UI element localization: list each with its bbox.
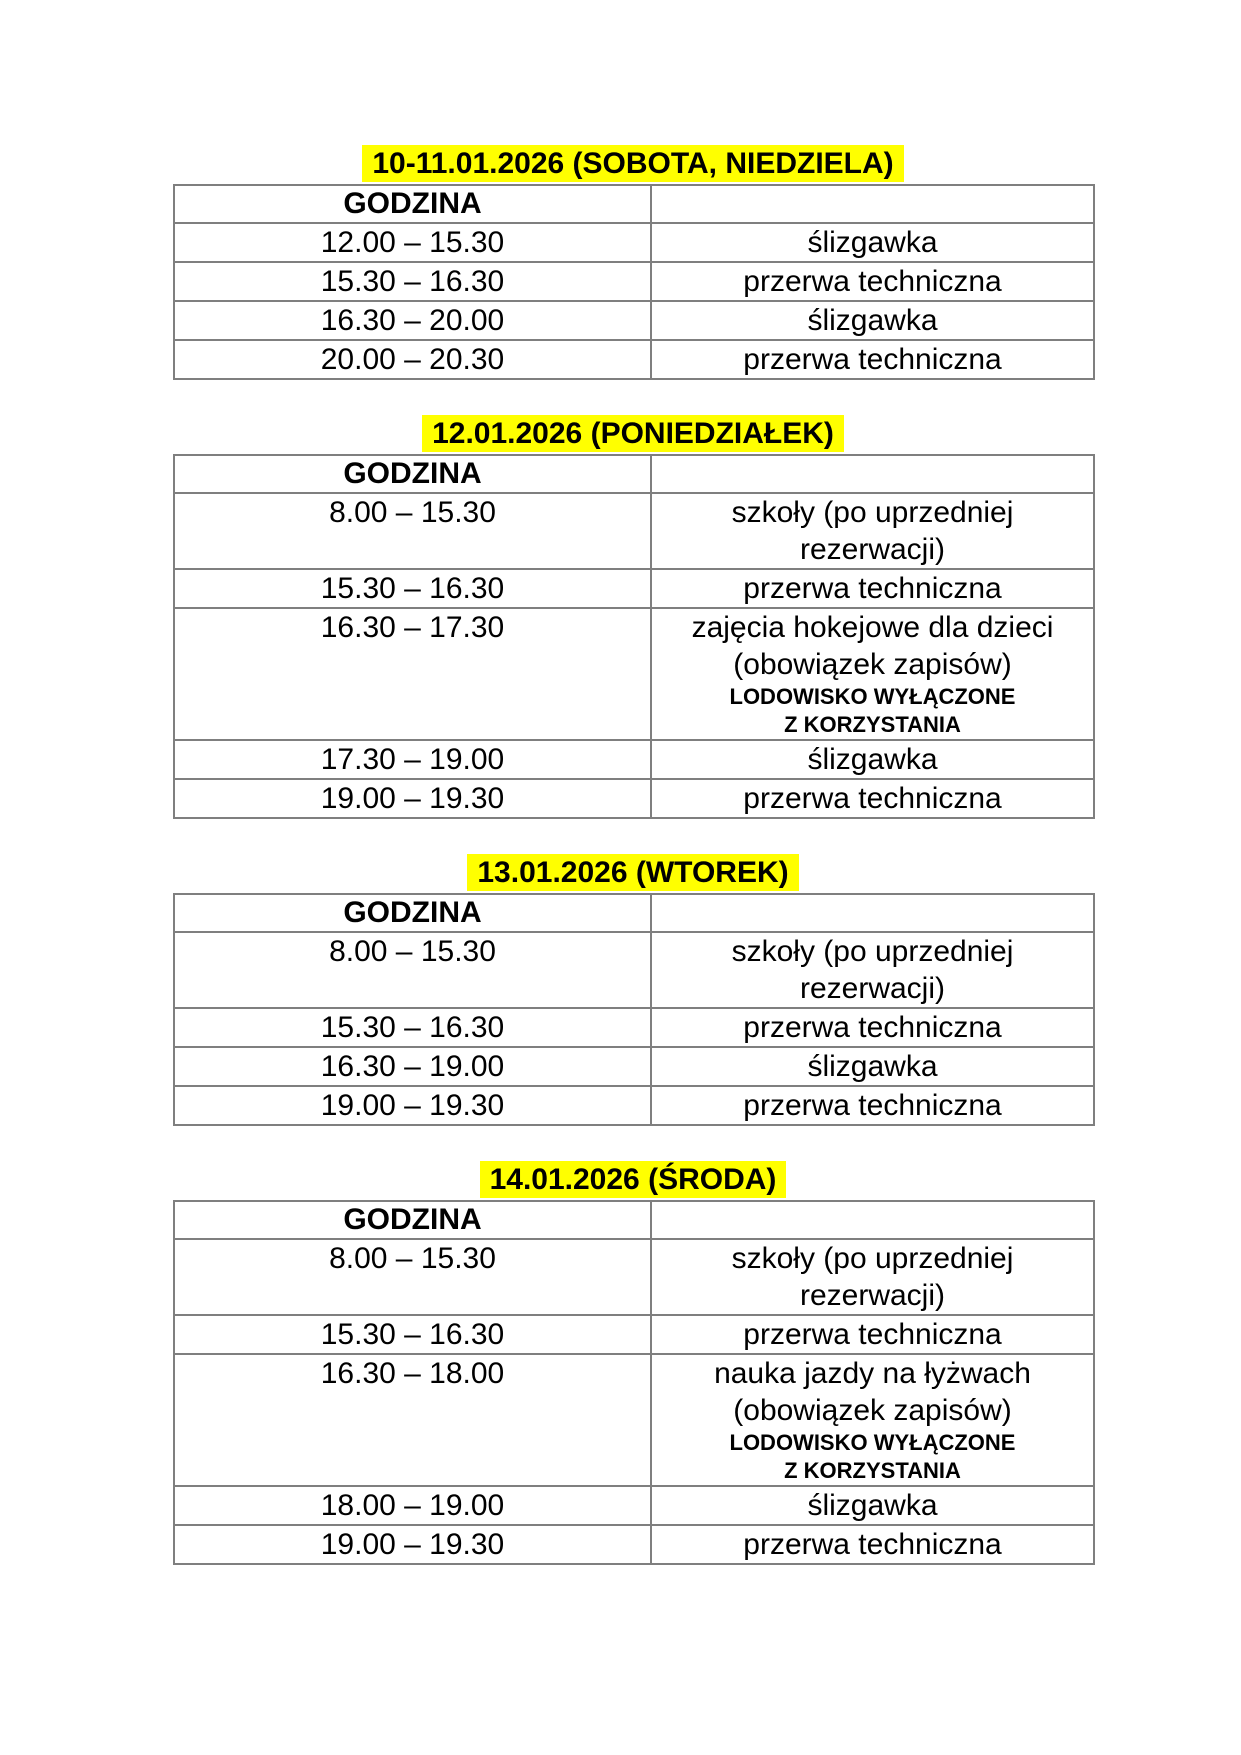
activity-cell bbox=[651, 1354, 1094, 1486]
activity-cell bbox=[651, 932, 1094, 1008]
table-row bbox=[174, 1354, 1094, 1486]
activity-line: ślizgawka bbox=[807, 304, 938, 337]
table-row bbox=[174, 779, 1094, 818]
time-cell: 15.30 – 16.30 bbox=[174, 262, 651, 301]
table-row bbox=[174, 301, 1094, 340]
activity-cell bbox=[651, 1315, 1094, 1354]
activity-note-line: Z KORZYSTANIA bbox=[784, 712, 961, 737]
activity-line: nauka jazdy na łyżwach bbox=[714, 1357, 1031, 1390]
table-header-row bbox=[174, 455, 1094, 493]
table-row bbox=[174, 1086, 1094, 1125]
table-row bbox=[174, 1008, 1094, 1047]
table-header-row bbox=[174, 185, 1094, 223]
activity-cell bbox=[651, 493, 1094, 569]
section-title: 14.01.2026 (ŚRODA) bbox=[480, 1161, 787, 1198]
activity-line: przerwa techniczna bbox=[743, 782, 1002, 815]
time-column-header: GODZINA bbox=[174, 894, 651, 932]
schedule-section bbox=[173, 1161, 1093, 1565]
time-cell: 15.30 – 16.30 bbox=[174, 569, 651, 608]
activity-cell bbox=[651, 223, 1094, 262]
table-row bbox=[174, 1239, 1094, 1315]
schedule-section bbox=[173, 415, 1093, 819]
table-row bbox=[174, 608, 1094, 740]
table-body bbox=[174, 1239, 1094, 1564]
table-row bbox=[174, 223, 1094, 262]
table-row bbox=[174, 493, 1094, 569]
time-cell: 8.00 – 15.30 bbox=[174, 932, 651, 1008]
table-header-row bbox=[174, 894, 1094, 932]
schedule-sections-container bbox=[0, 145, 1241, 1565]
activity-line: ślizgawka bbox=[807, 743, 938, 776]
activity-line: przerwa techniczna bbox=[743, 343, 1002, 376]
table-row bbox=[174, 932, 1094, 1008]
activity-line: (obowiązek zapisów) bbox=[733, 648, 1012, 681]
schedule-table bbox=[173, 1200, 1095, 1565]
activity-cell bbox=[651, 262, 1094, 301]
section-title-row bbox=[173, 415, 1093, 452]
table-body bbox=[174, 223, 1094, 379]
activity-line: szkoły (po uprzedniej bbox=[731, 935, 1014, 968]
activity-line: ślizgawka bbox=[807, 1489, 938, 1522]
table-row bbox=[174, 1525, 1094, 1564]
activity-column-header bbox=[651, 1201, 1094, 1239]
section-title: 13.01.2026 (WTOREK) bbox=[467, 854, 798, 891]
activity-cell bbox=[651, 301, 1094, 340]
section-title-row bbox=[173, 854, 1093, 891]
activity-line: przerwa techniczna bbox=[743, 1318, 1002, 1351]
activity-note-line: LODOWISKO WYŁĄCZONE bbox=[729, 684, 1016, 709]
table-row bbox=[174, 1315, 1094, 1354]
activity-line: rezerwacji) bbox=[799, 533, 946, 566]
table-body bbox=[174, 932, 1094, 1125]
activity-line: ślizgawka bbox=[807, 226, 938, 259]
activity-line: zajęcia hokejowe dla dzieci bbox=[691, 611, 1054, 644]
activity-line: szkoły (po uprzedniej bbox=[731, 1242, 1014, 1275]
schedule-table bbox=[173, 454, 1095, 819]
time-cell: 16.30 – 17.30 bbox=[174, 608, 651, 740]
table-body bbox=[174, 493, 1094, 818]
table-row bbox=[174, 740, 1094, 779]
activity-cell bbox=[651, 1239, 1094, 1315]
activity-cell bbox=[651, 340, 1094, 379]
time-cell: 15.30 – 16.30 bbox=[174, 1008, 651, 1047]
time-cell: 8.00 – 15.30 bbox=[174, 493, 651, 569]
table-row bbox=[174, 569, 1094, 608]
time-cell: 16.30 – 20.00 bbox=[174, 301, 651, 340]
schedule-table bbox=[173, 184, 1095, 380]
activity-cell bbox=[651, 1008, 1094, 1047]
activity-column-header bbox=[651, 185, 1094, 223]
time-column-header: GODZINA bbox=[174, 455, 651, 493]
activity-line: przerwa techniczna bbox=[743, 1011, 1002, 1044]
time-cell: 12.00 – 15.30 bbox=[174, 223, 651, 262]
table-row bbox=[174, 1047, 1094, 1086]
schedule-section bbox=[173, 145, 1093, 380]
time-cell: 19.00 – 19.30 bbox=[174, 1086, 651, 1125]
activity-cell bbox=[651, 740, 1094, 779]
time-cell: 19.00 – 19.30 bbox=[174, 779, 651, 818]
time-cell: 17.30 – 19.00 bbox=[174, 740, 651, 779]
activity-column-header bbox=[651, 894, 1094, 932]
activity-line: przerwa techniczna bbox=[743, 265, 1002, 298]
schedule-table bbox=[173, 893, 1095, 1126]
time-cell: 16.30 – 18.00 bbox=[174, 1354, 651, 1486]
activity-line: rezerwacji) bbox=[799, 1279, 946, 1312]
table-row bbox=[174, 262, 1094, 301]
activity-line: (obowiązek zapisów) bbox=[733, 1394, 1012, 1427]
time-column-header: GODZINA bbox=[174, 185, 651, 223]
schedule-section bbox=[173, 854, 1093, 1126]
activity-note-line: LODOWISKO WYŁĄCZONE bbox=[729, 1430, 1016, 1455]
activity-line: ślizgawka bbox=[807, 1050, 938, 1083]
activity-column-header bbox=[651, 455, 1094, 493]
activity-cell bbox=[651, 1086, 1094, 1125]
activity-cell bbox=[651, 1486, 1094, 1525]
time-column-header: GODZINA bbox=[174, 1201, 651, 1239]
activity-cell bbox=[651, 779, 1094, 818]
section-title-row bbox=[173, 145, 1093, 182]
activity-cell bbox=[651, 1525, 1094, 1564]
time-cell: 18.00 – 19.00 bbox=[174, 1486, 651, 1525]
activity-line: przerwa techniczna bbox=[743, 1089, 1002, 1122]
activity-cell bbox=[651, 1047, 1094, 1086]
activity-cell bbox=[651, 569, 1094, 608]
time-cell: 15.30 – 16.30 bbox=[174, 1315, 651, 1354]
table-row bbox=[174, 1486, 1094, 1525]
activity-line: przerwa techniczna bbox=[743, 1528, 1002, 1561]
activity-line: rezerwacji) bbox=[799, 972, 946, 1005]
section-title-row bbox=[173, 1161, 1093, 1198]
time-cell: 16.30 – 19.00 bbox=[174, 1047, 651, 1086]
time-cell: 19.00 – 19.30 bbox=[174, 1525, 651, 1564]
time-cell: 20.00 – 20.30 bbox=[174, 340, 651, 379]
table-row bbox=[174, 340, 1094, 379]
table-header-row bbox=[174, 1201, 1094, 1239]
time-cell: 8.00 – 15.30 bbox=[174, 1239, 651, 1315]
section-title: 10-11.01.2026 (SOBOTA, NIEDZIELA) bbox=[362, 145, 903, 182]
activity-line: szkoły (po uprzedniej bbox=[731, 496, 1014, 529]
section-title: 12.01.2026 (PONIEDZIAŁEK) bbox=[422, 415, 844, 452]
activity-line: przerwa techniczna bbox=[743, 572, 1002, 605]
activity-cell bbox=[651, 608, 1094, 740]
activity-note-line: Z KORZYSTANIA bbox=[784, 1458, 961, 1483]
